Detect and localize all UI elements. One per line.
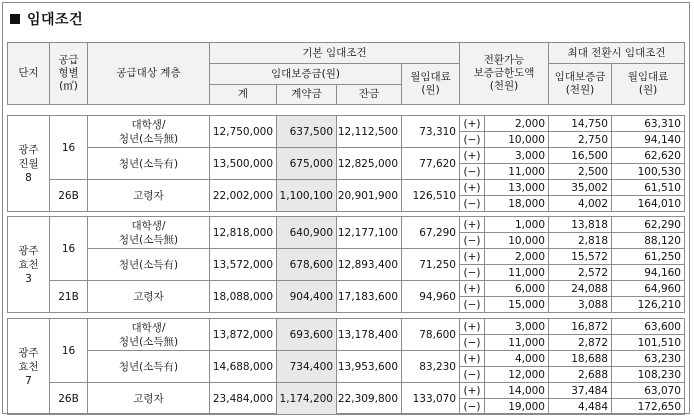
max-rent: 64,960 (612, 281, 685, 297)
conversion-sign: (−) (460, 297, 485, 313)
complex-table (7, 115, 685, 212)
complex-name: 광주 진월 8 (8, 116, 50, 212)
target-group: 고령자 (88, 383, 210, 415)
target-group: 대학생/ 청년(소득無) (88, 116, 210, 148)
conversion-limit: 2,000 (485, 116, 549, 132)
max-rent: 61,250 (612, 249, 685, 265)
max-rent: 94,160 (612, 265, 685, 281)
monthly-rent: 78,600 (402, 319, 460, 351)
header-max-rent: 월임대료 (원) (612, 64, 685, 105)
deposit-balance: 13,178,400 (337, 319, 402, 351)
deposit-total: 23,484,000 (210, 383, 277, 415)
conversion-limit: 3,000 (485, 319, 549, 335)
monthly-rent: 94,960 (402, 281, 460, 313)
deposit-contract: 1,174,200 (277, 383, 337, 415)
max-rent: 62,620 (612, 148, 685, 164)
conversion-sign: (+) (460, 180, 485, 196)
deposit-contract: 1,100,100 (277, 180, 337, 212)
conversion-limit: 19,000 (485, 399, 549, 415)
conversion-sign: (−) (460, 164, 485, 180)
deposit-total: 12,818,000 (210, 217, 277, 249)
conversion-limit: 10,000 (485, 132, 549, 148)
max-deposit: 4,484 (549, 399, 612, 415)
max-deposit: 2,750 (549, 132, 612, 148)
max-rent: 101,510 (612, 335, 685, 351)
supply-type: 26B (50, 180, 88, 212)
conversion-limit: 11,000 (485, 265, 549, 281)
deposit-balance: 13,953,600 (337, 351, 402, 383)
square-bullet-icon (10, 14, 20, 24)
deposit-contract: 678,600 (277, 249, 337, 281)
conversion-sign: (+) (460, 217, 485, 233)
supply-type: 26B (50, 383, 88, 415)
max-deposit: 2,688 (549, 367, 612, 383)
complex-name: 광주 효천 7 (8, 319, 50, 415)
deposit-contract: 904,400 (277, 281, 337, 313)
deposit-balance: 22,309,800 (337, 383, 402, 415)
conversion-sign: (+) (460, 383, 485, 399)
conversion-sign: (−) (460, 367, 485, 383)
conversion-sign: (+) (460, 281, 485, 297)
deposit-total: 22,002,000 (210, 180, 277, 212)
conversion-sign: (−) (460, 399, 485, 415)
max-deposit: 2,872 (549, 335, 612, 351)
max-deposit: 4,002 (549, 196, 612, 212)
target-group: 청년(소득有) (88, 249, 210, 281)
conversion-limit: 13,000 (485, 180, 549, 196)
table-row (8, 249, 685, 265)
deposit-total: 13,572,000 (210, 249, 277, 281)
monthly-rent: 126,510 (402, 180, 460, 212)
supply-type: 16 (50, 116, 88, 180)
max-deposit: 35,002 (549, 180, 612, 196)
conversion-limit: 4,000 (485, 351, 549, 367)
header-max-deposit: 임대보증금 (천원) (549, 64, 612, 105)
conversion-limit: 11,000 (485, 335, 549, 351)
target-group: 대학생/ 청년(소득無) (88, 319, 210, 351)
conversion-limit: 2,000 (485, 249, 549, 265)
max-rent: 108,230 (612, 367, 685, 383)
table-row (8, 217, 685, 233)
deposit-total: 12,750,000 (210, 116, 277, 148)
header-target: 공급대상 계층 (88, 43, 210, 105)
conversion-sign: (−) (460, 196, 485, 212)
deposit-balance: 20,901,900 (337, 180, 402, 212)
max-deposit: 2,818 (549, 233, 612, 249)
max-deposit: 16,872 (549, 319, 612, 335)
header-deposit: 임대보증금(원) (210, 64, 402, 85)
header-monthly-rent: 월임대료 (원) (402, 64, 460, 105)
target-group: 청년(소득有) (88, 351, 210, 383)
max-deposit: 2,500 (549, 164, 612, 180)
conversion-sign: (+) (460, 319, 485, 335)
monthly-rent: 67,290 (402, 217, 460, 249)
conversion-sign: (−) (460, 233, 485, 249)
conversion-limit: 10,000 (485, 233, 549, 249)
header-complex: 단지 (8, 43, 50, 105)
deposit-total: 14,688,000 (210, 351, 277, 383)
max-deposit: 2,572 (549, 265, 612, 281)
conversion-limit: 6,000 (485, 281, 549, 297)
target-group: 대학생/ 청년(소득無) (88, 217, 210, 249)
supply-type: 21B (50, 281, 88, 313)
deposit-balance: 12,893,400 (337, 249, 402, 281)
header-basic-conditions: 기본 임대조건 (210, 43, 460, 64)
deposit-balance: 12,825,000 (337, 148, 402, 180)
complex-table (7, 318, 685, 415)
header-convertible-limit: 전환가능 보증금한도액 (천원) (460, 43, 549, 105)
conversion-limit: 15,000 (485, 297, 549, 313)
complex-table (7, 216, 685, 313)
header-balance: 잔금 (337, 85, 402, 105)
monthly-rent: 133,070 (402, 383, 460, 415)
deposit-contract: 675,000 (277, 148, 337, 180)
max-rent: 61,510 (612, 180, 685, 196)
deposit-contract: 637,500 (277, 116, 337, 148)
conversion-sign: (+) (460, 116, 485, 132)
supply-type: 16 (50, 319, 88, 383)
conversion-sign: (−) (460, 265, 485, 281)
target-group: 고령자 (88, 180, 210, 212)
supply-type: 16 (50, 217, 88, 281)
deposit-contract: 640,900 (277, 217, 337, 249)
conversion-limit: 1,000 (485, 217, 549, 233)
conversion-sign: (+) (460, 249, 485, 265)
conversion-limit: 12,000 (485, 367, 549, 383)
conversion-limit: 3,000 (485, 148, 549, 164)
conversion-limit: 11,000 (485, 164, 549, 180)
table-row (8, 281, 685, 297)
deposit-balance: 17,183,600 (337, 281, 402, 313)
max-rent: 62,290 (612, 217, 685, 233)
conversion-sign: (+) (460, 351, 485, 367)
conversion-sign: (+) (460, 148, 485, 164)
max-rent: 172,650 (612, 399, 685, 415)
table-row (8, 148, 685, 164)
section-title (10, 9, 83, 31)
conversion-sign: (−) (460, 335, 485, 351)
complex-name: 광주 효천 3 (8, 217, 50, 313)
header-supply-type: 공급 형별 (㎡) (50, 43, 88, 105)
monthly-rent: 77,620 (402, 148, 460, 180)
deposit-contract: 734,400 (277, 351, 337, 383)
max-rent: 94,140 (612, 132, 685, 148)
max-deposit: 18,688 (549, 351, 612, 367)
section-title-text: 임대조건 (27, 12, 84, 28)
header-max-conversion: 최대 전환시 임대조건 (549, 43, 685, 64)
max-deposit: 15,572 (549, 249, 612, 265)
max-rent: 63,310 (612, 116, 685, 132)
deposit-balance: 12,177,100 (337, 217, 402, 249)
deposit-total: 13,500,000 (210, 148, 277, 180)
monthly-rent: 83,230 (402, 351, 460, 383)
max-deposit: 16,500 (549, 148, 612, 164)
deposit-total: 13,872,000 (210, 319, 277, 351)
conversion-sign: (−) (460, 132, 485, 148)
header-table (7, 42, 685, 105)
deposit-total: 18,088,000 (210, 281, 277, 313)
table-row (8, 180, 685, 196)
max-deposit: 3,088 (549, 297, 612, 313)
header-contract: 계약금 (277, 85, 337, 105)
target-group: 청년(소득有) (88, 148, 210, 180)
monthly-rent: 73,310 (402, 116, 460, 148)
max-deposit: 24,088 (549, 281, 612, 297)
deposit-contract: 693,600 (277, 319, 337, 351)
header-total: 계 (210, 85, 277, 105)
max-rent: 126,210 (612, 297, 685, 313)
max-rent: 100,530 (612, 164, 685, 180)
max-rent: 164,010 (612, 196, 685, 212)
max-rent: 63,230 (612, 351, 685, 367)
max-rent: 63,070 (612, 383, 685, 399)
max-rent: 63,600 (612, 319, 685, 335)
max-deposit: 13,818 (549, 217, 612, 233)
target-group: 고령자 (88, 281, 210, 313)
table-row (8, 116, 685, 132)
table-row (8, 383, 685, 399)
conversion-limit: 18,000 (485, 196, 549, 212)
max-deposit: 37,484 (549, 383, 612, 399)
max-deposit: 14,750 (549, 116, 612, 132)
table-row (8, 319, 685, 335)
conversion-limit: 14,000 (485, 383, 549, 399)
table-row (8, 351, 685, 367)
max-rent: 88,120 (612, 233, 685, 249)
monthly-rent: 71,250 (402, 249, 460, 281)
deposit-balance: 12,112,500 (337, 116, 402, 148)
